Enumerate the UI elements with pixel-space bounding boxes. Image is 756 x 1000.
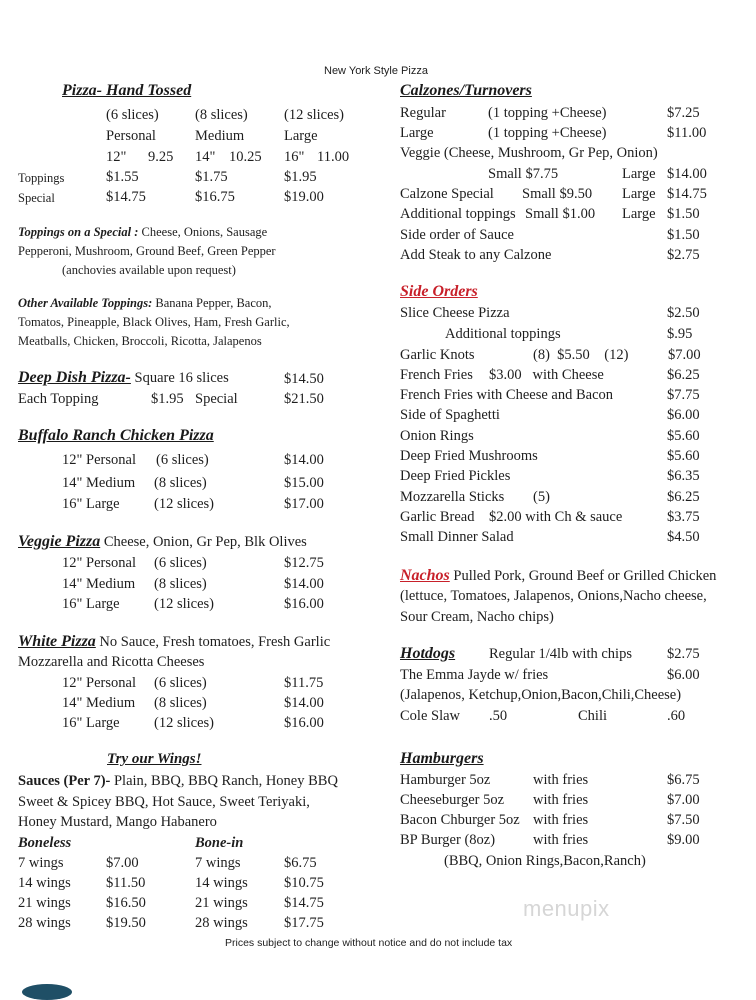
menupix-watermark: menupix — [523, 896, 610, 921]
burger-price: $7.00 — [667, 792, 700, 808]
boneless-price: $11.50 — [106, 875, 146, 891]
nachos-line3: Sour Cream, Nacho chips) — [400, 609, 554, 625]
side-item-price: $.95 — [667, 326, 693, 342]
special-label: Special — [18, 191, 55, 205]
sauces-line3: Honey Mustard, Mango Habanero — [18, 814, 217, 830]
hotdog-regular-price: $2.75 — [667, 646, 700, 662]
side-item-price: $6.35 — [667, 468, 700, 484]
deep-dish-special-price: $21.50 — [284, 391, 324, 407]
calzone-large-desc: (1 topping +Cheese) — [488, 125, 607, 141]
toppings-special-label: Toppings on a Special : — [18, 225, 139, 239]
deep-dish-topping-price: $1.95 — [151, 391, 184, 407]
calzone-regular-desc: (1 topping +Cheese) — [488, 105, 607, 121]
side-item-name: Mozzarella Sticks — [400, 489, 505, 505]
hotdogs-header: Hotdogs — [400, 645, 456, 662]
white-size: 12" Personal — [62, 675, 136, 691]
side-item-name: Side of Spaghetti — [400, 407, 500, 423]
veggie-slices: (6 slices) — [154, 555, 207, 571]
boneless-qty: 14 wings — [18, 875, 71, 891]
hotdog-emma-desc: (Jalapenos, Ketchup,Onion,Bacon,Chili,Cheese) — [400, 687, 682, 703]
topping-large: $1.95 — [284, 169, 317, 185]
veggie-price: $12.75 — [284, 555, 324, 571]
veggie-slices: (8 slices) — [154, 576, 207, 592]
bonein-label: Bone-in — [195, 835, 244, 851]
buffalo-header: Buffalo Ranch Chicken Pizza — [18, 427, 214, 444]
veggie-size: 14" Medium — [62, 576, 136, 592]
bonein-qty: 21 wings — [195, 895, 248, 911]
buffalo-price: $14.00 — [284, 452, 324, 468]
side-item-price: $2.50 — [667, 305, 700, 321]
coleslaw-label: Cole Slaw — [400, 708, 461, 724]
sauces-line1: Sauces (Per 7)- Plain, BBQ, BBQ Ranch, Honey BBQ — [18, 773, 338, 789]
veggie-price: $14.00 — [284, 576, 324, 592]
bonein-qty: 28 wings — [195, 915, 248, 931]
calzone-regular-name: Regular — [400, 105, 446, 121]
buffalo-size: 14" Medium — [62, 475, 136, 491]
burger-name: Bacon Chburger 5oz — [400, 812, 520, 828]
calzone-veggie: Veggie (Cheese, Mushroom, Gr Pep, Onion) — [400, 145, 658, 161]
hotdog-emma-price: $6.00 — [667, 667, 700, 683]
side-item-extra: (5) — [533, 489, 550, 505]
sauces-label: Sauces (Per 7)- — [18, 773, 111, 789]
size-personal: Personal — [106, 128, 156, 144]
bonein-price: $10.75 — [284, 875, 324, 891]
calzone-steak-price: $2.75 — [667, 247, 700, 263]
calzone-veggie-small: Small $7.75 — [488, 166, 559, 182]
white-desc2: Mozzarella and Ricotta Cheeses — [18, 654, 205, 670]
price-personal: 9.25 — [148, 149, 174, 165]
special-large: $19.00 — [284, 189, 324, 205]
toppings-special-line2: Pepperoni, Mushroom, Ground Beef, Green Pepper — [18, 244, 276, 258]
page-title: New York Style Pizza — [324, 65, 428, 77]
white-slices: (8 slices) — [154, 695, 207, 711]
side-item-price: $7.00 — [668, 347, 701, 363]
burger-price: $9.00 — [667, 832, 700, 848]
wings-header: Try our Wings! — [107, 751, 202, 767]
side-item-extra: $2.00 with Ch & sauce — [489, 509, 623, 525]
side-item-price: $5.60 — [667, 448, 700, 464]
calzone-special-large: $14.75 — [667, 186, 707, 202]
side-item-price: $7.75 — [667, 387, 700, 403]
boneless-price: $19.50 — [106, 915, 146, 931]
inch-personal: 12" — [106, 149, 127, 165]
hotdog-emma: The Emma Jayde w/ fries — [400, 667, 549, 683]
white-line1: White Pizza No Sauce, Fresh tomatoes, Fresh Garlic — [18, 633, 331, 650]
coleslaw-price: .50 — [489, 708, 508, 724]
calzone-regular-price: $7.25 — [667, 105, 700, 121]
side-item-price: $5.60 — [667, 428, 700, 444]
boneless-qty: 7 wings — [18, 855, 64, 871]
side-item-price: $6.25 — [667, 367, 700, 383]
calzone-steak-name: Add Steak to any Calzone — [400, 247, 552, 263]
side-item-price: $4.50 — [667, 529, 700, 545]
calzone-sauce-name: Side order of Sauce — [400, 227, 514, 243]
boneless-label: Boneless — [18, 835, 72, 851]
price-medium: 10.25 — [229, 149, 262, 165]
buffalo-price: $15.00 — [284, 475, 324, 491]
white-price: $16.00 — [284, 715, 324, 731]
sauces-line2: Sweet & Spicey BBQ, Hot Sauce, Sweet Teriyaki, — [18, 794, 310, 810]
veggie-slices: (12 slices) — [154, 596, 214, 612]
side-item-name: Small Dinner Salad — [400, 529, 514, 545]
side-item-extra: $3.00 with Cheese — [489, 367, 604, 383]
side-item-name: Onion Rings — [400, 428, 474, 444]
boneless-price: $7.00 — [106, 855, 139, 871]
side-item-name: Slice Cheese Pizza — [400, 305, 510, 321]
toppings-special-line3: (anchovies available upon request) — [62, 263, 236, 277]
calzone-additional-name: Additional toppings — [400, 206, 516, 222]
burger-price: $6.75 — [667, 772, 700, 788]
chili-label: Chili — [578, 708, 608, 724]
burger-extra: with fries — [533, 772, 589, 788]
burger-name: Cheeseburger 5oz — [400, 792, 505, 808]
price-large: 11.00 — [317, 149, 350, 165]
side-item-name: French Fries — [400, 367, 473, 383]
burger-name: Hamburger 5oz — [400, 772, 491, 788]
side-item-price: $3.75 — [667, 509, 700, 525]
bonein-qty: 7 wings — [195, 855, 241, 871]
inch-medium: 14" — [195, 149, 216, 165]
slices-large: (12 slices) — [284, 107, 344, 123]
deep-dish-header: Deep Dish Pizza- — [18, 369, 131, 386]
toppings-special-line1: Toppings on a Special : Cheese, Onions, Sausage — [18, 225, 268, 239]
side-item-name: French Fries with Cheese and Bacon — [400, 387, 614, 403]
white-header: White Pizza — [18, 633, 96, 650]
hotdog-regular: Regular 1/4lb with chips — [489, 646, 632, 662]
special-medium: $16.75 — [195, 189, 235, 205]
nachos-line2: (lettuce, Tomatoes, Jalapenos, Onions,Nacho cheese, — [400, 588, 707, 604]
burger-extra: with fries — [533, 792, 589, 808]
bonein-price: $17.75 — [284, 915, 324, 931]
bonein-qty: 14 wings — [195, 875, 248, 891]
white-size: 14" Medium — [62, 695, 136, 711]
calzone-additional-large-label: Large — [622, 206, 656, 222]
toppings-label: Toppings — [18, 171, 65, 185]
deep-dish-special-label: Special — [195, 391, 238, 407]
hand-tossed-header: Pizza- Hand Tossed — [62, 82, 192, 99]
calzone-additional-small: Small $1.00 — [525, 206, 596, 222]
burger-extra: with fries — [533, 812, 589, 828]
side-item-price: $6.00 — [667, 407, 700, 423]
inch-large: 16" — [284, 149, 305, 165]
side-item-name: Deep Fried Pickles — [400, 468, 511, 484]
calzone-special-small: Small $9.50 — [522, 186, 593, 202]
nachos-header: Nachos — [400, 567, 450, 584]
side-item-name: Additional toppings — [445, 326, 561, 342]
calzone-additional-large: $1.50 — [667, 206, 700, 222]
side-orders-header: Side Orders — [400, 283, 478, 300]
bottom-logo-arc — [22, 984, 72, 1000]
other-toppings-label: Other Available Toppings: — [18, 296, 153, 310]
veggie-line1: Veggie Pizza Cheese, Onion, Gr Pep, Blk Olives — [18, 533, 307, 550]
side-item-name: Garlic Bread — [400, 509, 475, 525]
boneless-price: $16.50 — [106, 895, 146, 911]
veggie-size: 16" Large — [62, 596, 120, 612]
bonein-price: $6.75 — [284, 855, 317, 871]
burger-extra: with fries — [533, 832, 589, 848]
slices-medium: (8 slices) — [195, 107, 248, 123]
calzone-special-large-label: Large — [622, 186, 656, 202]
deep-dish-topping-label: Each Topping — [18, 391, 99, 407]
chili-price: .60 — [667, 708, 686, 724]
calzone-veggie-large-label: Large — [622, 166, 656, 182]
calzone-veggie-large: $14.00 — [667, 166, 707, 182]
buffalo-size: 12" Personal — [62, 452, 136, 468]
calzone-sauce-price: $1.50 — [667, 227, 700, 243]
veggie-price: $16.00 — [284, 596, 324, 612]
buffalo-price: $17.00 — [284, 496, 324, 512]
calzones-header: Calzones/Turnovers — [400, 82, 532, 99]
side-item-name: Deep Fried Mushrooms — [400, 448, 538, 464]
burger-name: BP Burger (8oz) — [400, 832, 496, 848]
other-toppings-line1: Other Available Toppings: Banana Pepper, Bacon, — [18, 296, 272, 310]
white-price: $14.00 — [284, 695, 324, 711]
boneless-qty: 21 wings — [18, 895, 71, 911]
slices-personal: (6 slices) — [106, 107, 159, 123]
white-slices: (6 slices) — [154, 675, 207, 691]
buffalo-slices: (6 slices) — [156, 452, 209, 468]
side-item-price: $6.25 — [667, 489, 700, 505]
special-personal: $14.75 — [106, 189, 146, 205]
burger-note: (BBQ, Onion Rings,Bacon,Ranch) — [444, 853, 646, 869]
buffalo-slices: (8 slices) — [154, 475, 207, 491]
boneless-qty: 28 wings — [18, 915, 71, 931]
nachos-line1: Nachos Pulled Pork, Ground Beef or Grilled Chicken — [400, 567, 717, 584]
white-slices: (12 slices) — [154, 715, 214, 731]
topping-personal: $1.55 — [106, 169, 139, 185]
size-medium: Medium — [195, 128, 245, 144]
buffalo-size: 16" Large — [62, 496, 120, 512]
burger-price: $7.50 — [667, 812, 700, 828]
footer-disclaimer: Prices subject to change without notice and do not include tax — [225, 937, 513, 949]
side-item-name: Garlic Knots — [400, 347, 475, 363]
other-toppings-line3: Meatballs, Chicken, Broccoli, Ricotta, Jalapenos — [18, 334, 262, 348]
calzone-large-price: $11.00 — [667, 125, 707, 141]
veggie-size: 12" Personal — [62, 555, 136, 571]
white-size: 16" Large — [62, 715, 120, 731]
hamburgers-header: Hamburgers — [400, 750, 484, 767]
white-price: $11.75 — [284, 675, 324, 691]
deep-dish-line1: Deep Dish Pizza- Square 16 slices — [18, 369, 229, 386]
veggie-header: Veggie Pizza — [18, 533, 101, 550]
buffalo-slices: (12 slices) — [154, 496, 214, 512]
topping-medium: $1.75 — [195, 169, 228, 185]
side-item-extra: (8) $5.50 (12) — [533, 347, 629, 363]
calzone-large-name: Large — [400, 125, 434, 141]
bonein-price: $14.75 — [284, 895, 324, 911]
other-toppings-line2: Tomatos, Pineapple, Black Olives, Ham, Fresh Garlic, — [18, 315, 290, 329]
size-large: Large — [284, 128, 318, 144]
calzone-special-name: Calzone Special — [400, 186, 494, 202]
deep-dish-price: $14.50 — [284, 371, 324, 387]
